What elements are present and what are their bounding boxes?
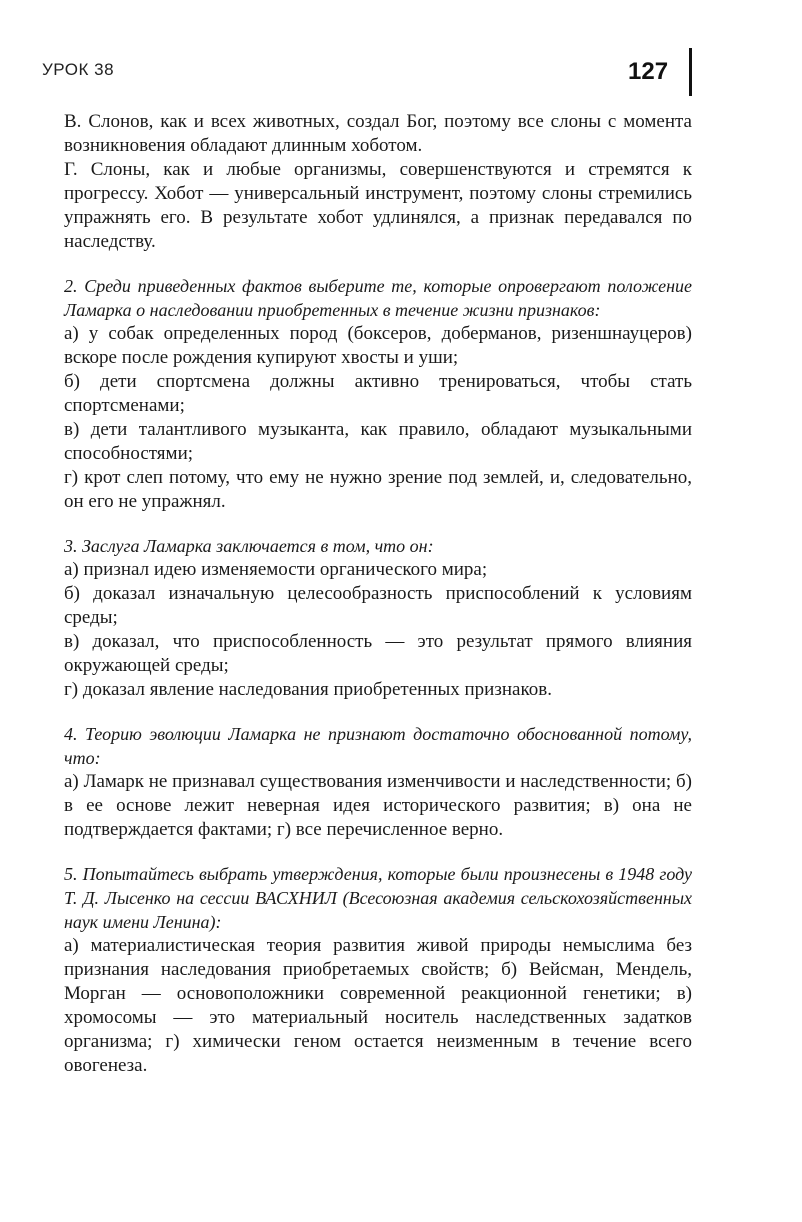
- q2-option-v: в) дети талантливого музыканта, как правило, обладают музыкальными способностями;: [64, 419, 692, 464]
- page-number: 127: [628, 58, 669, 85]
- page-body: [64, 110, 692, 1078]
- q2-option-g: г) крот слеп потому, что ему не нужно зрение под землей, и, следовательно, он его не упражнял.: [64, 467, 692, 512]
- intro-option-b: В. Слонов, как и всех животных, создал Бог, поэтому все слоны с момента возникновения обладают длинным хоботом.: [64, 111, 692, 156]
- header-vertical-rule: [689, 48, 692, 96]
- q4-answer-options: а) Ламарк не признавал существования изменчивости и наследственности; б) в ее основе лежит неверная идея исторического развития; в) она не подтверждается фактами; г) все перечисленное верно.: [64, 771, 692, 840]
- q3-option-v: в) доказал, что приспособленность — это результат прямого влияния окружающей среды;: [64, 631, 692, 676]
- question-5: 5. Попытайтесь выбрать утверждения, которые были произнесены в 1948 году Т. Д. Лысенко на сессии ВАСХНИЛ (Всесоюзная академия сельскохозяйственных наук имени Ленина):: [64, 864, 692, 932]
- question-4: 4. Теорию эволюции Ламарка не признают достаточно обоснованной потому, что:: [64, 724, 692, 768]
- question-2: 2. Среди приведенных фактов выберите те, которые опровергают положение Ламарка о наследовании приобретенных в течение жизни признаков:: [64, 276, 692, 320]
- running-head: УРОК 38: [42, 60, 115, 79]
- intro-option-g: Г. Слоны, как и любые организмы, совершенствуются и стремятся к прогрессу. Хобот — универсальный инструмент, поэтому слоны стремились упражнять его. В результате хобот удлинялся, а признак передавался по наследству.: [64, 159, 692, 252]
- q3-option-g: г) доказал явление наследования приобретенных признаков.: [64, 679, 552, 700]
- question-3: 3. Заслуга Ламарка заключается в том, что он:: [64, 536, 434, 556]
- q5-answer-options: а) материалистическая теория развития живой природы немыслима без признания наследования приобретаемых свойств; б) Вейсман, Мендель, Морган — основоположники современной реакционной генетики; в) хромосомы — это материальный носитель наследственных задатков организма; г) химически геном остается неизменным в течение всего овогенеза.: [64, 935, 692, 1076]
- q3-option-a: а) признал идею изменяемости органического мира;: [64, 559, 488, 580]
- q2-option-b: б) дети спортсмена должны активно тренироваться, чтобы стать спортсменами;: [64, 371, 692, 416]
- q3-option-b: б) доказал изначальную целесообразность приспособлений к условиям среды;: [64, 583, 692, 628]
- q2-option-a: а) у собак определенных пород (боксеров, доберманов, ризеншнауцеров) вскоре после рождения купируют хвосты и уши;: [64, 323, 692, 368]
